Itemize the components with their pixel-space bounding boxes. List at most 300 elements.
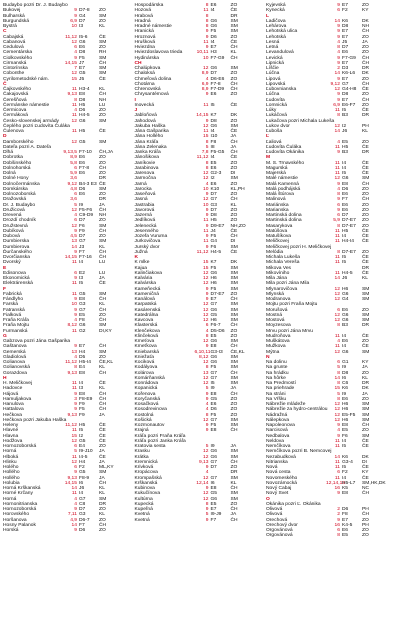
district-code: ČE,KL: [230, 349, 245, 355]
map-page: 5: [74, 202, 77, 208]
street-name: Mužkova: [266, 344, 286, 350]
district-code: SM: [230, 381, 238, 386]
street-name: Javorová: [134, 207, 155, 213]
street-name: Lukáčová: [266, 113, 287, 119]
grid-ref: F7-10: [79, 150, 92, 155]
district-code: ZO: [362, 192, 369, 197]
map-page: 9: [74, 344, 77, 350]
street-name: H: [3, 375, 7, 381]
street-name: Družstevná: [3, 223, 28, 229]
grid-ref: D7-E7: [342, 249, 356, 255]
street-name: Horšanova: [3, 517, 27, 523]
map-page: 6: [337, 8, 340, 14]
grid-ref: F8: [342, 512, 348, 518]
map-page: 8: [74, 365, 77, 371]
grid-ref: D7-E7: [342, 223, 356, 229]
map-page: 9: [337, 24, 340, 29]
street-name: Meličkovej: [266, 239, 289, 245]
map-page: 9: [337, 207, 340, 213]
street-name: Krompašská: [134, 475, 162, 481]
map-page: 8: [337, 223, 340, 229]
map-page: 6: [74, 444, 77, 449]
grid-ref: G3-I3: [210, 349, 223, 355]
district-code: SM: [362, 412, 370, 418]
grid-ref: G6: [79, 118, 86, 124]
street-name: Líščie: [266, 66, 279, 71]
grid-ref: G5: [210, 491, 218, 497]
street-name: Koryčanská: [134, 396, 161, 402]
district-code: LU: [99, 102, 106, 108]
grid-ref: D6: [210, 407, 217, 413]
grid-ref: G5: [79, 71, 86, 77]
district-code: DK: [362, 454, 369, 460]
street-name: Karpatská: [134, 302, 157, 308]
grid-ref: I5: [79, 428, 84, 434]
street-name: Inovecká: [134, 102, 155, 108]
district-code: ČH: [99, 249, 107, 255]
grid-ref: C8: [79, 501, 86, 507]
grid-ref: E6-F7: [342, 102, 356, 108]
grid-ref: H5: [79, 423, 86, 428]
district-code: ML,KY: [99, 465, 114, 470]
street-name: Kociková: [134, 360, 155, 365]
grid-ref: I9: [342, 365, 347, 371]
district-code: ZO: [362, 249, 369, 255]
district-code: ČH: [99, 228, 107, 234]
grid-ref: H5: [79, 129, 86, 134]
grid-ref: H6: [342, 402, 349, 407]
map-page: 11: [71, 328, 77, 334]
map-page: 12: [334, 87, 340, 92]
street-name: Hrušková: [134, 39, 156, 45]
district-code: ČH: [230, 150, 238, 155]
street-name: Dolná: [3, 171, 16, 176]
district-code: SM: [99, 118, 107, 124]
grid-ref: E6: [210, 92, 217, 98]
street-name: Jarná: [134, 181, 147, 187]
map-page: 14: [71, 244, 77, 250]
district-code: JA: [230, 144, 237, 150]
grid-ref: F6-7: [210, 323, 221, 329]
grid-ref: I9: [210, 386, 215, 392]
district-code: SM: [230, 66, 238, 71]
street-name: Hornozoborská: [3, 507, 37, 512]
street-name: Mostná: [266, 312, 283, 318]
map-page: 15: [334, 386, 340, 392]
district-code: KL: [362, 375, 368, 381]
grid-ref: D6: [79, 528, 86, 533]
grid-ref: E5: [342, 428, 348, 434]
map-page: 4: [205, 402, 209, 407]
map-page: 9: [74, 249, 77, 255]
map-page: 12: [203, 66, 209, 71]
map-page: 9,13: [67, 370, 77, 376]
grid-ref: E6: [342, 528, 348, 533]
district-code: ČE: [230, 228, 238, 234]
district-code: KL: [99, 365, 105, 371]
map-page: 9: [205, 29, 209, 35]
street-name: D: [3, 134, 7, 140]
district-code: SM: [230, 318, 238, 323]
district-code: KY: [362, 470, 369, 476]
grid-ref: G3: [79, 302, 86, 308]
grid-ref: H4-5: [210, 249, 222, 255]
district-code: SM: [230, 123, 238, 129]
street-name: Budaybo pozri Dr. J. Budaybo: [3, 3, 68, 8]
grid-ref: D6: [342, 186, 349, 192]
grid-ref: H6: [342, 407, 349, 413]
map-page: 11,12: [196, 155, 209, 161]
street-name: Novomeského: [266, 475, 298, 481]
map-page: 5: [205, 386, 209, 392]
district-code: DR: [99, 197, 107, 203]
street-name: Marianska: [266, 207, 289, 213]
street-name: Kajua: [134, 265, 148, 271]
grid-ref: G7: [210, 459, 218, 465]
street-name: Letná: [266, 45, 279, 50]
grid-ref: K10: [210, 186, 220, 192]
street-name: Hečkova pozri Jakuba Haška: [3, 417, 67, 423]
map-page: 9: [74, 507, 77, 512]
grid-ref: G4-H8: [342, 87, 357, 92]
district-code: ZO: [99, 171, 106, 176]
grid-ref: E2: [79, 270, 85, 276]
district-code: ČH: [362, 512, 370, 518]
street-name: Jána Zelenaka: [134, 144, 167, 150]
district-code: ČE: [362, 108, 369, 113]
map-page: 11: [334, 160, 340, 166]
street-name: Orechová: [266, 517, 288, 523]
grid-ref: G4: [342, 297, 349, 302]
district-code: ČE: [99, 428, 106, 434]
street-name: Matušíkova: [266, 234, 292, 239]
grid-ref: G2-3: [210, 171, 222, 176]
grid-ref: E5: [342, 533, 348, 539]
grid-ref: K6: [342, 18, 348, 24]
map-page: 6: [337, 360, 340, 365]
map-page: 12: [334, 291, 340, 297]
district-code: ČE: [99, 438, 106, 444]
map-page: 9: [337, 150, 340, 155]
map-page: 8,12: [198, 354, 209, 360]
grid-ref: E8: [342, 491, 348, 497]
grid-ref: E8: [210, 486, 217, 491]
street-name: Klinčeková: [134, 333, 159, 339]
district-code: SM: [230, 18, 238, 24]
index-column-3: [266, 3, 397, 623]
map-page: 9: [74, 528, 77, 533]
street-name: Morušová: [266, 307, 288, 313]
grid-ref: E8: [210, 391, 217, 397]
map-page: 8: [74, 97, 77, 103]
grid-ref: E8: [342, 181, 348, 187]
map-page: 6: [74, 165, 77, 171]
district-code: SM: [99, 291, 107, 297]
street-name: Kasárenská: [134, 307, 161, 313]
street-name: Nový Svet: [266, 491, 289, 497]
map-page: 5: [337, 365, 340, 371]
grid-ref: J7: [79, 60, 85, 66]
district-code: ČE: [99, 433, 106, 439]
street-name: Jozefa Vuruma: [134, 234, 168, 239]
district-code: ZO: [362, 533, 369, 539]
map-page: 5,8: [70, 160, 77, 166]
district-code: ČH: [230, 139, 238, 145]
map-page: 6: [205, 323, 209, 329]
grid-ref: D7: [79, 507, 86, 512]
grid-ref: B3: [342, 150, 348, 155]
district-code: ČE: [99, 129, 106, 134]
district-code: KY: [362, 360, 369, 365]
street-name: Č: [3, 81, 7, 87]
grid-ref: F7-D9: [210, 87, 225, 92]
grid-ref: E5: [342, 139, 348, 145]
street-name: Čermicova: [3, 108, 27, 113]
district-code: SM: [230, 496, 238, 502]
grid-ref: H4: [79, 349, 86, 355]
grid-ref: I5: [342, 260, 347, 266]
grid-ref: D7: [79, 18, 86, 24]
grid-ref: J5: [79, 76, 85, 82]
map-page: 11: [334, 144, 340, 150]
district-code: ZO: [99, 8, 106, 14]
district-code: ČH: [230, 323, 238, 329]
grid-ref: I5-6: [79, 34, 88, 40]
district-code: ZO: [362, 45, 369, 50]
street-name: Ciolkovského: [3, 55, 33, 61]
grid-ref: E6: [210, 165, 217, 171]
district-code: SM: [99, 496, 107, 502]
map-page: 4: [74, 318, 77, 323]
map-page: 7: [74, 66, 77, 71]
district-code: ČH: [230, 197, 238, 203]
district-code: ČH: [99, 165, 107, 171]
street-name: Malá podhájská: [266, 186, 301, 192]
street-name: Cyrilometodské nám.: [3, 76, 49, 82]
grid-ref: J3: [79, 244, 85, 250]
map-page: 12: [203, 360, 209, 365]
street-name: Jesenného: [134, 228, 159, 234]
street-name: Kukučínova: [134, 491, 161, 497]
grid-ref: G6: [210, 307, 218, 313]
street-name: L: [266, 13, 269, 19]
street-name: Levandulová: [266, 50, 294, 56]
district-code: DK: [362, 18, 369, 24]
street-name: Kavcova: [134, 318, 154, 323]
grid-ref: G6: [342, 176, 349, 182]
street-name: Mudroňova: [266, 333, 291, 339]
map-page: 12: [334, 123, 340, 129]
map-page: 6: [337, 528, 340, 533]
grid-ref: G7: [79, 239, 86, 245]
district-code: ČE: [362, 171, 369, 176]
street-name: Nová cesta: [266, 470, 291, 476]
grid-ref: G7: [210, 370, 218, 376]
street-name: Malé námestie: [266, 176, 298, 182]
street-name: Hornonitrianska: [3, 501, 38, 507]
map-page: 9: [205, 517, 209, 523]
district-code: ČE: [362, 333, 369, 339]
district-code: KL: [99, 486, 105, 491]
map-page: 4: [337, 186, 340, 192]
district-code: ČE: [230, 39, 238, 45]
street-name: C: [3, 29, 7, 35]
street-name: Na hôrke: [266, 375, 286, 381]
grid-ref: K5: [342, 486, 348, 491]
grid-ref: E6: [79, 155, 85, 161]
grid-ref: D8: [210, 213, 217, 218]
district-code: ZO: [230, 328, 238, 334]
street-name: Holubia: [3, 480, 20, 486]
map-page: 12: [334, 286, 340, 292]
grid-ref: K4-5: [342, 522, 353, 528]
map-page: 9: [337, 197, 340, 203]
street-name: Mojtu pozri Fraňa Mojtu: [266, 302, 318, 308]
district-code: ČH: [230, 428, 238, 434]
district-code: ZO: [230, 76, 238, 82]
district-code: ČH: [230, 55, 238, 61]
grid-ref: I2: [342, 123, 347, 129]
grid-ref: G6: [210, 18, 218, 24]
grid-ref: H5-I4: [79, 360, 91, 365]
map-page: 11: [334, 234, 340, 239]
street-name: Kvetná: [134, 517, 150, 523]
district-code: ČH: [99, 407, 107, 413]
street-name: Farská: [3, 302, 18, 308]
map-page: 9: [205, 396, 209, 402]
street-name: Hanulova: [3, 402, 24, 407]
street-name: Hattalova: [3, 407, 24, 413]
street-name: Hydinárska: [134, 55, 159, 61]
district-code: SM: [230, 307, 238, 313]
grid-ref: I4: [342, 344, 347, 350]
map-page: 13: [71, 349, 77, 355]
street-name: Furmanská: [3, 328, 28, 334]
district-code: ZO: [230, 291, 238, 297]
street-name: Ľudovíta Okánika: [266, 150, 305, 155]
street-name: Lukačova pozri Michala Lukeša: [266, 118, 335, 124]
district-code: ZO: [99, 528, 106, 533]
map-page: 3,6: [70, 197, 77, 203]
grid-ref: G6: [210, 360, 218, 365]
grid-ref: D8: [79, 97, 86, 103]
street-name: Ľuboša: [266, 129, 283, 134]
grid-ref: I10: [210, 134, 218, 140]
map-page: 9: [337, 3, 340, 8]
street-name: Malá Kamenná: [266, 181, 299, 187]
district-code: ČE: [362, 144, 369, 150]
map-page: 14,15: [64, 480, 77, 486]
grid-ref: I3: [79, 386, 84, 392]
map-page: 12: [71, 118, 77, 124]
map-page: 9: [205, 428, 209, 434]
street-name: Jabloňová: [134, 113, 157, 119]
street-index-page: [3, 3, 397, 623]
street-name: E: [3, 265, 7, 271]
district-code: ZO: [230, 396, 238, 402]
grid-ref: G6: [342, 312, 349, 318]
street-name: Hospodárska: [134, 3, 164, 8]
map-page: 11,12: [65, 34, 77, 40]
map-page: 4: [74, 213, 77, 218]
grid-ref: F7: [79, 249, 85, 255]
street-name: Cabajská: [3, 34, 24, 40]
district-code: SM: [362, 297, 370, 302]
grid-ref: D3: [342, 66, 349, 71]
grid-ref: I4: [342, 333, 347, 339]
street-name: Bukovej: [3, 8, 21, 14]
district-code: ZO: [362, 102, 369, 108]
grid-ref: H5: [342, 144, 349, 150]
map-page: 12: [203, 281, 209, 287]
map-page: 12: [203, 276, 209, 281]
street-name: Kyjevská: [266, 3, 286, 8]
street-name: Hornozoborská: [3, 444, 37, 449]
grid-ref: D7: [79, 234, 86, 239]
street-name: Dvorský: [3, 260, 21, 266]
grid-ref: F7: [210, 517, 217, 523]
street-name: Mrvu pozri Jána Mrvu: [266, 328, 314, 334]
district-code: ZO: [362, 218, 369, 224]
street-entry: [266, 533, 397, 538]
grid-ref: E8: [210, 428, 217, 434]
street-name: Kosodrevinova: [134, 407, 167, 413]
district-code: KL: [362, 129, 368, 134]
district-code: SM: [230, 360, 238, 365]
map-page: 9: [74, 470, 77, 476]
street-name: Kodályova: [134, 365, 158, 371]
street-name: Katedrálna: [134, 312, 159, 318]
district-code: SM: [230, 286, 238, 292]
district-code: DK: [230, 260, 238, 266]
street-name: Majerská: [266, 171, 286, 176]
grid-ref: H5-L7: [342, 480, 356, 486]
map-page: 12: [203, 302, 209, 308]
street-name: Cobonthe: [3, 71, 25, 77]
grid-ref: D6: [342, 507, 349, 512]
street-name: Olivová: [266, 507, 283, 512]
district-code: ČH: [362, 29, 370, 35]
grid-ref: H6: [210, 281, 217, 287]
map-page: 11: [71, 491, 77, 497]
district-code: ČE: [362, 444, 369, 449]
map-page: 9: [205, 391, 209, 397]
district-code: KL: [99, 87, 105, 92]
map-page: 12: [203, 312, 209, 318]
map-page: 12: [71, 223, 77, 229]
district-code: SM: [99, 39, 107, 45]
map-page: 14: [71, 486, 77, 491]
map-page: 9: [205, 291, 209, 297]
street-name: Neldova: [266, 438, 284, 444]
district-code: SM: [362, 176, 370, 182]
district-code: ZO: [362, 339, 369, 344]
district-code: ZO: [230, 92, 238, 98]
street-name: Lehotská: [266, 34, 286, 40]
district-code: ČH: [230, 459, 238, 465]
street-name: Jána Kráľa: [134, 139, 159, 145]
district-code: ČH: [99, 207, 107, 213]
street-name: Komárňanská: [134, 375, 165, 381]
grid-ref: E6: [79, 192, 85, 197]
map-page: 8,9: [201, 87, 209, 92]
map-page: 8: [337, 396, 340, 402]
grid-ref: F8: [79, 318, 85, 323]
district-code: ČH: [99, 344, 107, 350]
district-code: SM: [230, 449, 238, 455]
street-name: Južná: [134, 249, 148, 255]
grid-ref: F5: [210, 286, 217, 292]
